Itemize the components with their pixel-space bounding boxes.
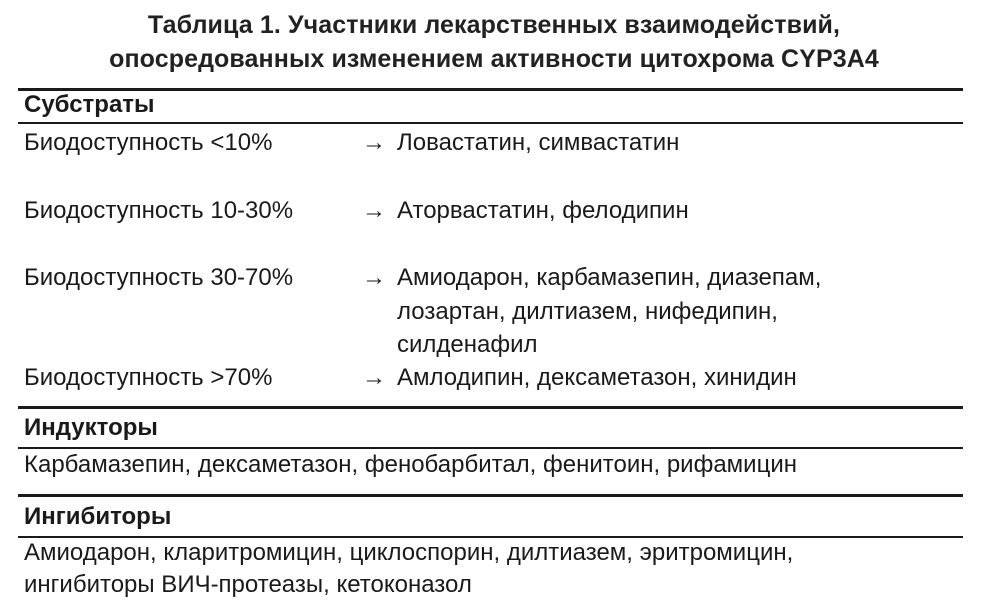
- table-title-line-1: Таблица 1. Участники лекарственных взаимодействий,: [147, 11, 841, 39]
- table-title-line-2: опосредованных изменением активности цитохрома CYP3A4: [109, 45, 879, 73]
- inhibitors-list-line-1: Амиодарон, кларитромицин, циклоспорин, дилтиазем, эритромицин,: [24, 539, 794, 566]
- inductors-list: Карбамазепин, дексаметазон, фенобарбитал, фенитоин, рифамицин: [24, 451, 797, 478]
- substrate-drugs-3-line-2: лозартан, дилтиазем, нифедипин,: [397, 298, 778, 325]
- arrow-icon: →: [362, 264, 386, 291]
- arrow-icon: →: [362, 364, 386, 391]
- substrate-bioavailability-3: Биодоступность 30-70%: [24, 264, 294, 291]
- section-rule: [18, 406, 963, 409]
- inhibitors-header: Ингибиторы: [24, 503, 172, 530]
- substrates-header: Субстраты: [24, 91, 155, 118]
- top-rule: [18, 88, 963, 91]
- substrate-drugs-2: Аторвастатин, фелодипин: [397, 197, 689, 224]
- arrow-icon: →: [362, 129, 386, 156]
- inductors-header: Индукторы: [24, 414, 158, 441]
- substrate-drugs-3-line-1: Амиодарон, карбамазепин, диазепам,: [397, 264, 822, 291]
- section-rule: [18, 494, 963, 497]
- arrow-icon: →: [362, 197, 386, 224]
- inhibitors-list-line-2: ингибиторы ВИЧ-протеазы, кетоконазол: [24, 571, 472, 598]
- substrates-rule: [18, 122, 963, 124]
- substrate-drugs-1: Ловастатин, симвастатин: [397, 129, 680, 156]
- substrate-bioavailability-1: Биодоступность <10%: [24, 129, 273, 156]
- substrate-drugs-3-line-3: силденафил: [397, 331, 538, 358]
- substrate-drugs-4: Амлодипин, дексаметазон, хинидин: [397, 364, 797, 391]
- substrate-bioavailability-4: Биодоступность >70%: [24, 364, 273, 391]
- substrate-bioavailability-2: Биодоступность 10-30%: [24, 197, 294, 224]
